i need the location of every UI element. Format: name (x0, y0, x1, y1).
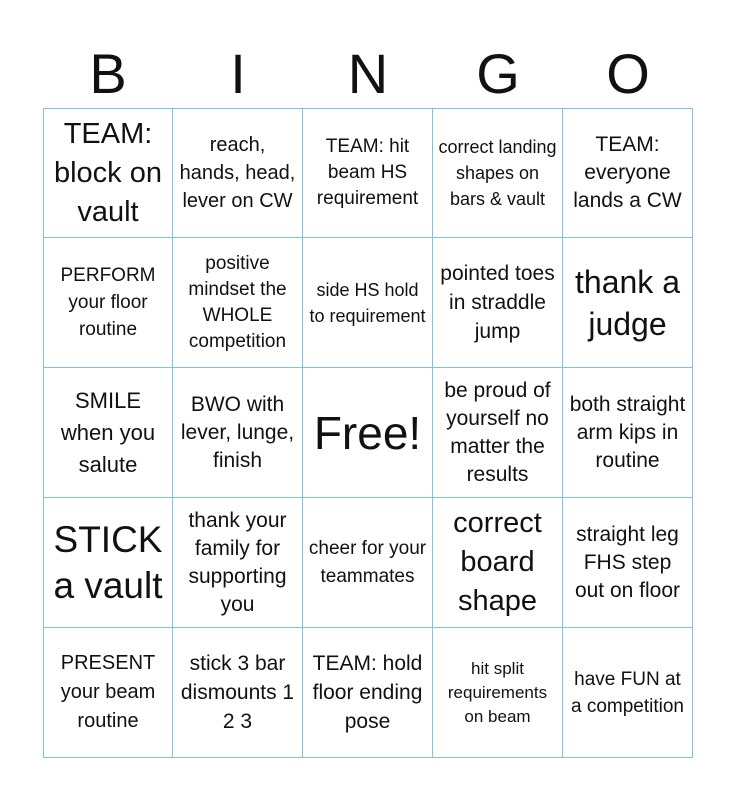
bingo-cell-text: SMILE when you salute (60, 387, 156, 477)
bingo-cell[interactable] (563, 498, 693, 628)
bingo-cell[interactable] (433, 628, 563, 758)
bingo-cell-text: correct board shape (453, 507, 542, 617)
bingo-cell[interactable] (563, 628, 693, 758)
bingo-cell[interactable] (433, 368, 563, 498)
bingo-cell-text: stick 3 bar dismounts 1 2 3 (180, 652, 295, 733)
bingo-cell-text: hit split requirements on beam (447, 658, 548, 726)
bingo-cell[interactable] (563, 238, 693, 368)
header-letter-g: G (476, 42, 520, 105)
bingo-cell[interactable] (433, 498, 563, 628)
bingo-cell-text: BWO with lever, lunge, finish (180, 392, 295, 472)
bingo-cell[interactable] (173, 368, 303, 498)
bingo-cell[interactable] (173, 108, 303, 238)
bingo-cell[interactable] (173, 628, 303, 758)
bingo-cell-text: TEAM: block on vault (53, 117, 162, 228)
bingo-cell[interactable] (563, 108, 693, 238)
bingo-header (43, 40, 693, 108)
bingo-cell-text: positive mindset the WHOLE competition (188, 252, 287, 352)
header-letter-b: B (89, 42, 127, 105)
header-letter-o: O (606, 42, 650, 105)
bingo-cell[interactable] (433, 238, 563, 368)
bingo-cell-text: STICK a vault (53, 518, 163, 606)
bingo-cell-text: thank a judge (575, 263, 680, 342)
bingo-cell-text: PERFORM your floor routine (60, 265, 156, 340)
bingo-cell[interactable] (43, 368, 173, 498)
header-letter-i: I (230, 42, 246, 105)
bingo-cell-text: thank your family for supporting you (188, 508, 287, 616)
bingo-cell-text: side HS hold to requirement (309, 279, 426, 326)
bingo-cell-text: reach, hands, head, lever on CW (179, 134, 296, 212)
bingo-cell-text: straight leg FHS step out on floor (574, 522, 681, 602)
bingo-cell[interactable] (43, 498, 173, 628)
bingo-cell-text: cheer for your teammates (308, 537, 427, 587)
bingo-card-grid (43, 108, 693, 758)
bingo-cell-text: have FUN at a competition (570, 668, 684, 717)
bingo-cell[interactable] (173, 238, 303, 368)
bingo-cell-text: TEAM: hold floor ending pose (312, 652, 423, 733)
bingo-cell-text: TEAM: hit beam HS requirement (316, 136, 419, 209)
free-space[interactable] (303, 368, 433, 498)
header-letter-n: N (347, 42, 389, 105)
bingo-cell[interactable] (303, 498, 433, 628)
bingo-cell-text: PRESENT your beam routine (60, 652, 156, 732)
free-space-text: Free! (313, 406, 422, 459)
bingo-cell-text: correct landing shapes on bars & vault (438, 137, 557, 209)
bingo-cell[interactable] (43, 108, 173, 238)
bingo-cell-text: both straight arm kips in routine (569, 392, 686, 472)
bingo-cell[interactable] (433, 108, 563, 238)
bingo-cell[interactable] (43, 628, 173, 758)
bingo-cell[interactable] (303, 238, 433, 368)
bingo-cell-text: pointed toes in straddle jump (440, 262, 555, 343)
bingo-cell[interactable] (173, 498, 303, 628)
bingo-cell-text: TEAM: everyone lands a CW (573, 133, 682, 212)
bingo-cell[interactable] (43, 238, 173, 368)
bingo-cell[interactable] (303, 108, 433, 238)
bingo-cell[interactable] (303, 628, 433, 758)
bingo-cell[interactable] (563, 368, 693, 498)
bingo-cell-text: be proud of yourself no matter the results (444, 378, 551, 486)
